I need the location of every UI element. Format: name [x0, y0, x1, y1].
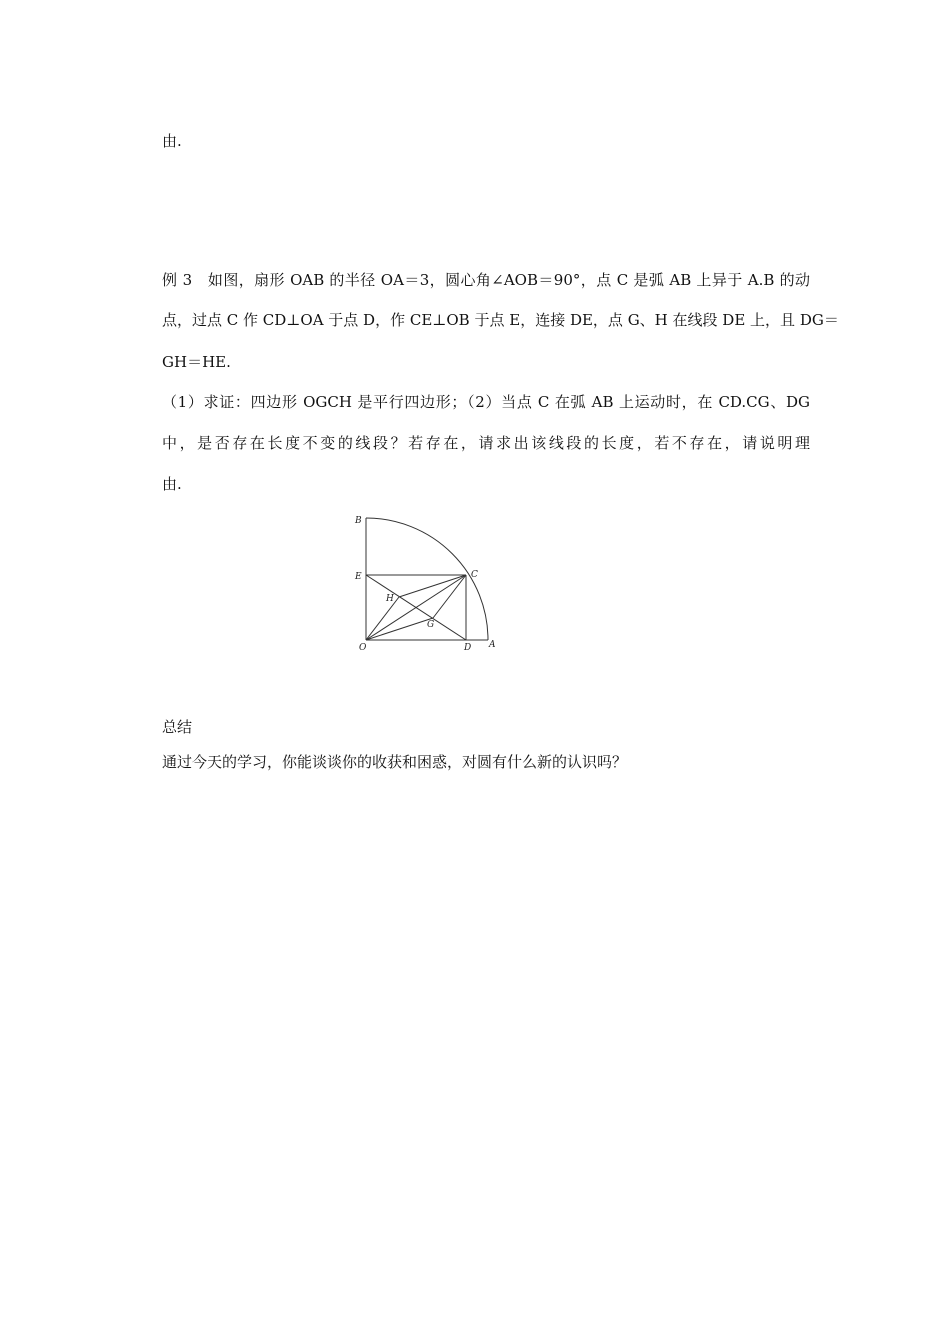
- label-h: H: [386, 594, 394, 604]
- geometry-figure: [350, 512, 510, 657]
- label-a: A: [489, 640, 496, 650]
- example-3-line-3: GH＝HE.: [162, 353, 231, 371]
- label-c: C: [471, 570, 478, 580]
- example-3-line-1: 例 3 如图，扇形 OAB 的半径 OA＝3，圆心角∠AOB＝90°，点 C 是弧 AB 上异于 A.B 的动: [162, 271, 810, 289]
- label-d: D: [464, 643, 472, 653]
- segment-og: [366, 618, 433, 640]
- example-3-line-6: 由.: [162, 475, 182, 493]
- segment-hc: [399, 575, 466, 597]
- label-g: G: [427, 620, 435, 630]
- segment-gc: [433, 575, 466, 618]
- example-3-line-2: 点，过点 C 作 CD⊥OA 于点 D，作 CE⊥OB 于点 E，连接 DE，点 G、H 在线段 DE 上，且 DG＝: [162, 311, 839, 329]
- label-o: O: [359, 643, 367, 653]
- label-e: E: [355, 572, 362, 582]
- summary-title: 总结: [162, 718, 193, 736]
- example-3-line-5: 中，是否存在长度不变的线段？若存在，请求出该线段的长度，若不存在，请说明理: [162, 434, 810, 452]
- label-b: B: [355, 516, 362, 526]
- segment-oh: [366, 597, 399, 640]
- previous-problem-tail: 由.: [162, 132, 182, 150]
- example-3-line-4: （1）求证：四边形 OGCH 是平行四边形；（2）当点 C 在弧 AB 上运动时，在 CD.CG、DG: [162, 393, 810, 411]
- summary-text: 通过今天的学习，你能谈谈你的收获和困惑，对圆有什么新的认识吗？: [162, 753, 628, 771]
